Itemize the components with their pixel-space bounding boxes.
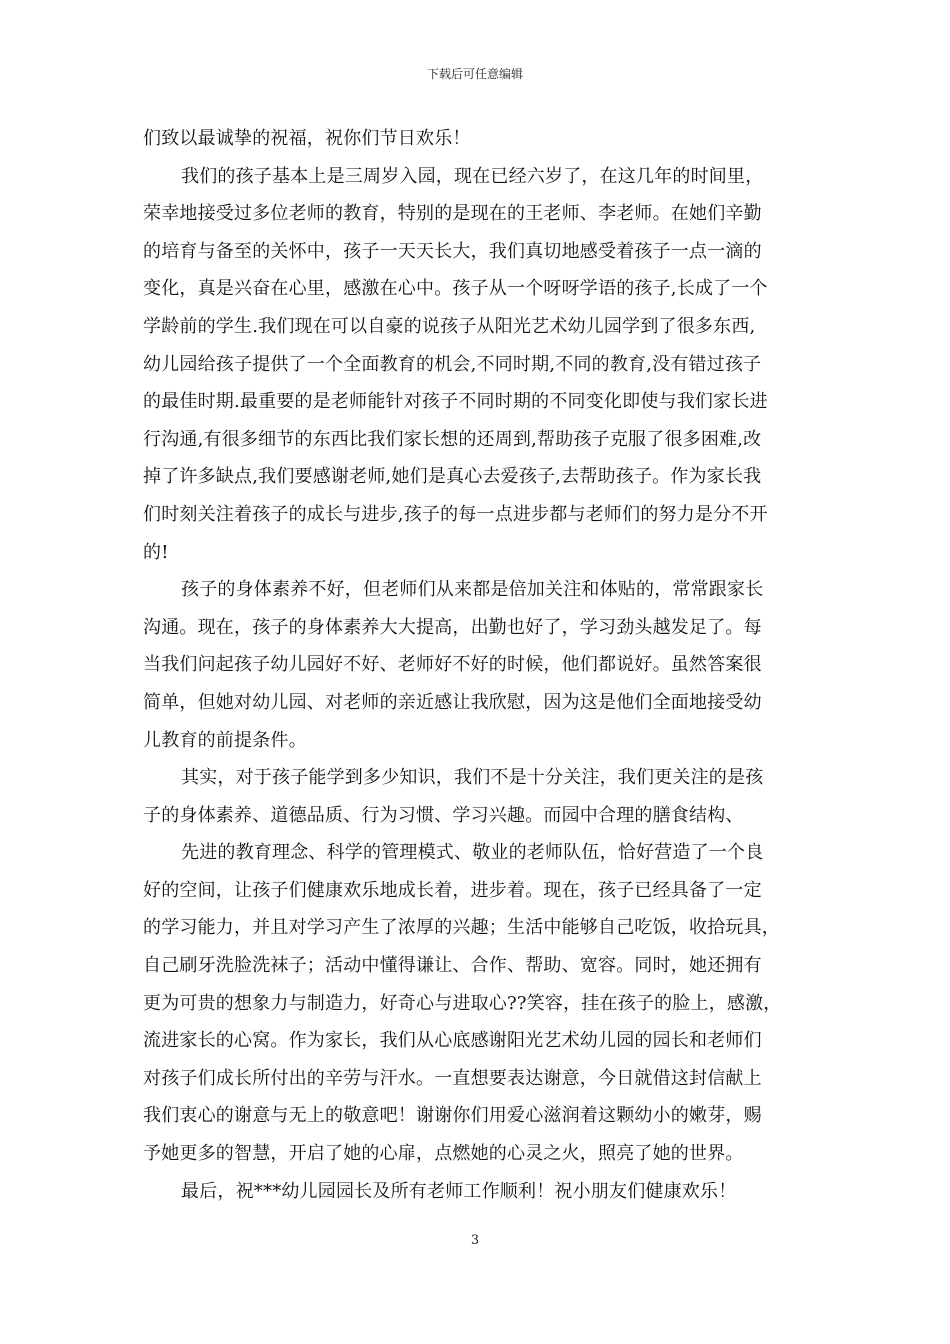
text-line: 好的空间，让孩子们健康欢乐地成长着，进步着。现在，孩子已经具备了一定 — [143, 879, 762, 901]
text-line: 沟通。现在，孩子的身体素养大大提高，出勤也好了，学习劲头越发足了。每 — [143, 616, 762, 638]
text-line: 掉了许多缺点,我们要感谢老师,她们是真心去爱孩子,去帮助孩子。作为家长我 — [143, 466, 762, 488]
text-line: 最后，祝***幼儿园园长及所有老师工作顺利！祝小朋友们健康欢乐！ — [181, 1180, 737, 1202]
text-line: 子的身体素养、道德品质、行为习惯、学习兴趣。而园中合理的膳食结构、 — [143, 804, 744, 826]
page-header: 下载后可任意编辑 — [426, 67, 523, 81]
text-line: 孩子的身体素养不好，但老师们从来都是倍加关注和体贴的，常常跟家长 — [181, 579, 764, 601]
text-line: 的学习能力，并且对学习产生了浓厚的兴趣；生活中能够自己吃饭，收拾玩具， — [143, 917, 780, 939]
text-line: 幼儿园给孩子提供了一个全面教育的机会,不同时期,不同的教育,没有错过孩子 — [143, 353, 762, 375]
text-line: 对孩子们成长所付出的辛劳与汗水。一直想要表达谢意，今日就借这封信献上 — [143, 1067, 762, 1089]
text-line: 的最佳时期.最重要的是老师能针对孩子不同时期的不同变化即使与我们家长进 — [143, 391, 768, 413]
text-line: 的! — [143, 541, 169, 563]
text-line: 流进家长的心窝。作为家长，我们从心底感谢阳光艺术幼儿园的园长和老师们 — [143, 1030, 762, 1052]
text-line: 自己刷牙洗脸洗袜子；活动中懂得谦让、合作、帮助、宽容。同时，她还拥有 — [143, 955, 762, 977]
text-line: 更为可贵的想象力与制造力，好奇心与进取心??笑容，挂在孩子的脸上，感激， — [143, 992, 782, 1014]
text-line: 们时刻关注着孩子的成长与进步,孩子的每一点进步都与老师们的努力是分不开 — [143, 503, 768, 525]
text-line: 简单，但她对幼儿园、对老师的亲近感让我欣慰，因为这是他们全面地接受幼 — [143, 691, 762, 713]
text-line: 行沟通,有很多细节的东西比我们家长想的还周到,帮助孩子克服了很多困难,改 — [143, 428, 762, 450]
text-line: 的培育与备至的关怀中，孩子一天天长大，我们真切地感受着孩子一点一滴的 — [143, 240, 762, 262]
text-line: 我们的孩子基本上是三周岁入园，现在已经六岁了，在这几年的时间里， — [181, 165, 764, 187]
text-line: 其实，对于孩子能学到多少知识，我们不是十分关注，我们更关注的是孩 — [181, 767, 764, 789]
document-body — [143, 120, 809, 1210]
text-line: 我们衷心的谢意与无上的敬意吧！谢谢你们用爱心滋润着这颗幼小的嫩芽，赐 — [143, 1105, 762, 1127]
text-line: 儿教育的前提条件。 — [143, 729, 307, 751]
text-line: 荣幸地接受过多位老师的教育，特别的是现在的王老师、李老师。在她们辛勤 — [143, 203, 762, 225]
text-line: 予她更多的智慧，开启了她的心扉，点燃她的心灵之火，照亮了她的世界。 — [143, 1143, 744, 1165]
text-line: 学龄前的学生.我们现在可以自豪的说孩子从阳光艺术幼儿园学到了很多东西, — [143, 315, 756, 337]
text-line: 先进的教育理念、科学的管理模式、敬业的老师队伍，恰好营造了一个良 — [181, 842, 764, 864]
page-number: 3 — [470, 1233, 480, 1248]
text-line: 变化，真是兴奋在心里，感激在心中。孩子从一个呀呀学语的孩子,长成了一个 — [143, 278, 768, 300]
text-line: 们致以最诚挚的祝福，祝你们节日欢乐！ — [143, 128, 471, 149]
text-line: 当我们问起孩子幼儿园好不好、老师好不好的时候，他们都说好。虽然答案很 — [143, 654, 762, 676]
